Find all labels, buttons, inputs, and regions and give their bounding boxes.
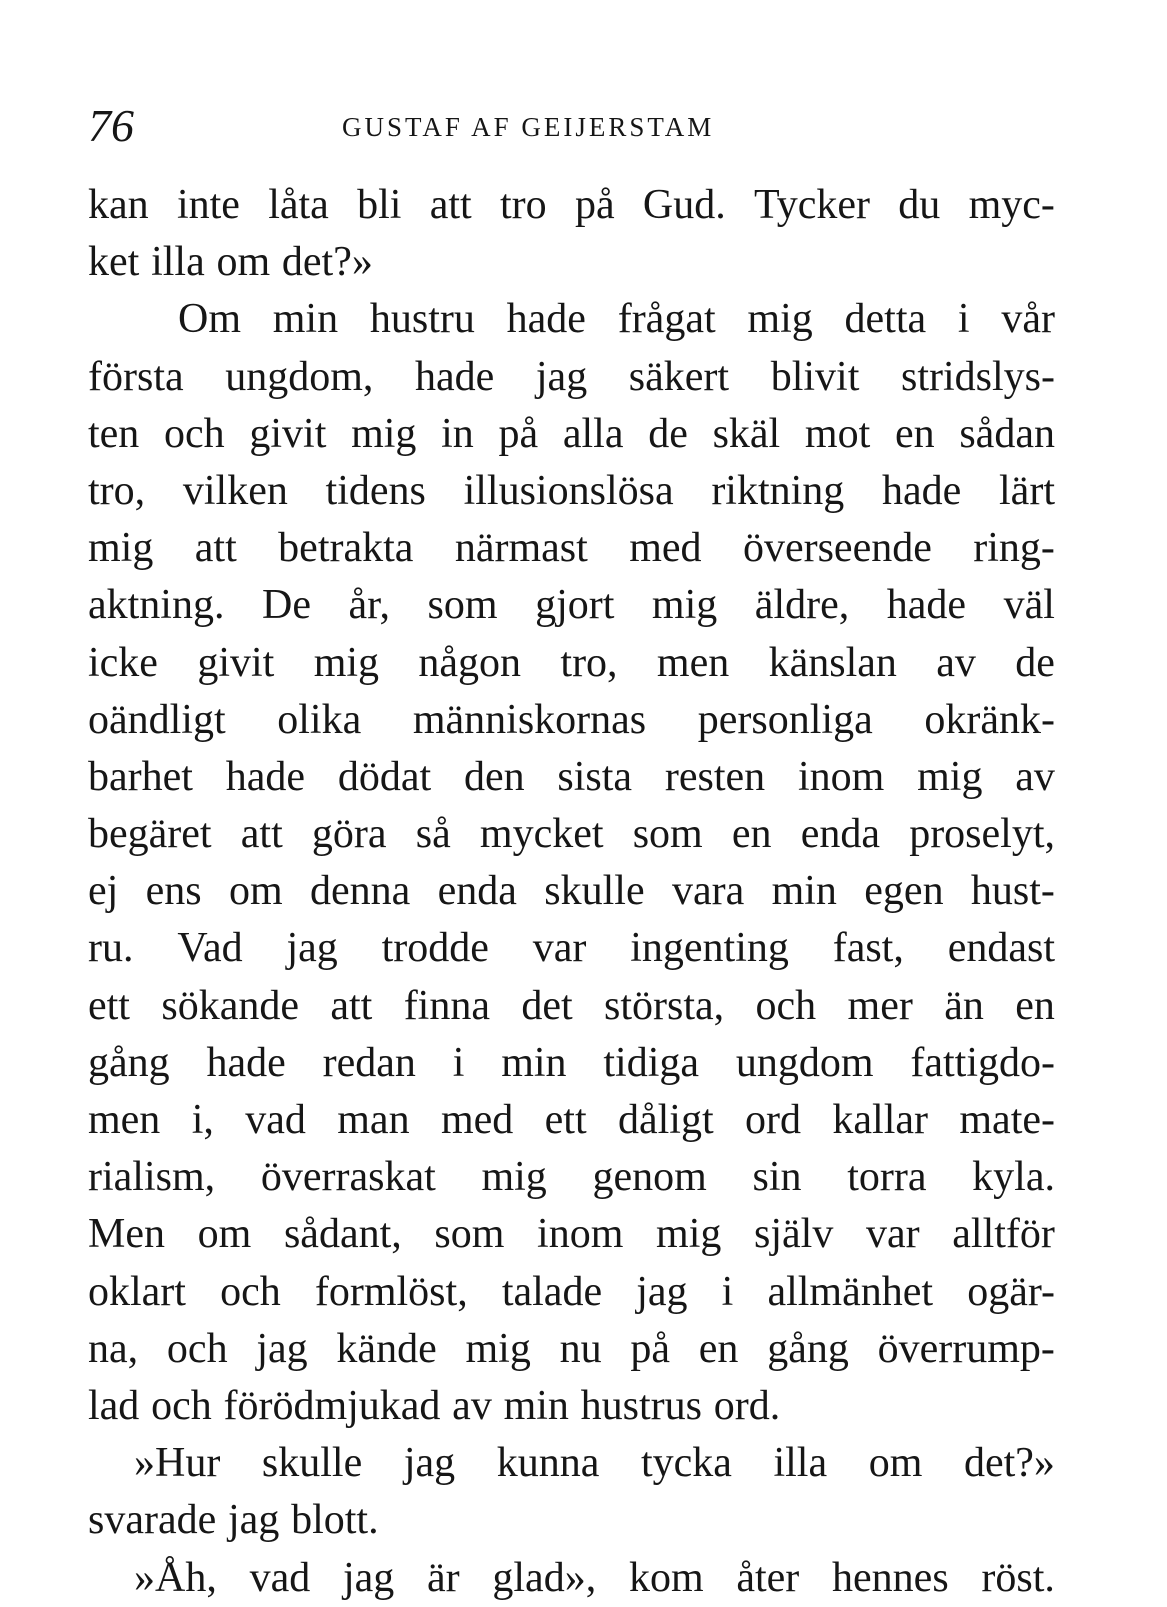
- text-line: men i, vad man med ett dåligt ord kallar mate-: [88, 1097, 1055, 1143]
- text-line: aktning. De år, som gjort mig äldre, hade väl: [88, 582, 1055, 629]
- text-line: oändligt olika människornas personliga okränk-: [88, 696, 1055, 743]
- text-line: »Åh, vad jag är glad», kom åter hennes röst.: [134, 1554, 1055, 1601]
- text-line: kan inte låta bli att tro på Gud. Tycker du myc-: [88, 182, 1055, 228]
- text-line: ru. Vad jag trodde var ingenting fast, endast: [88, 925, 1055, 972]
- text-line: icke givit mig någon tro, men känslan av de: [88, 639, 1055, 686]
- text-line: barhet hade dödat den sista resten inom mig av: [88, 753, 1055, 800]
- text-line: Men om sådant, som inom mig själv var alltför: [88, 1211, 1055, 1258]
- text-line: lad och förödmjukad av min hustrus ord.: [88, 1382, 781, 1429]
- text-line: ett sökande att finna det största, och mer än en: [88, 982, 1055, 1029]
- text-line: ej ens om denna enda skulle vara min egen hust-: [88, 868, 1055, 915]
- text-line: ket illa om det?»: [88, 239, 373, 286]
- text-line: ten och givit mig in på alla de skäl mot en sådan: [88, 410, 1055, 457]
- text-line: »Hur skulle jag kunna tycka illa om det?»: [134, 1440, 1055, 1487]
- text-line: Om min hustru hade frågat mig detta i vår: [178, 296, 1055, 343]
- text-line: mig att betrakta närmast med överseende ring-: [88, 525, 1055, 572]
- body-text: [88, 177, 1055, 1607]
- text-line: begäret att göra så mycket som en enda proselyt,: [88, 811, 1055, 858]
- running-head-title: GUSTAF AF GEIJERSTAM: [342, 112, 715, 142]
- text-line: oklart och formlöst, talade jag i allmänhet ogär-: [88, 1268, 1055, 1315]
- text-line: första ungdom, hade jag säkert blivit stridslys-: [88, 353, 1055, 400]
- text-line: rialism, överraskat mig genom sin torra kyla.: [88, 1154, 1055, 1201]
- text-line: na, och jag kände mig nu på en gång överrump-: [88, 1325, 1055, 1372]
- text-line: gång hade redan i min tidiga ungdom fattigdo-: [88, 1039, 1055, 1086]
- text-line: tro, vilken tidens illusionslösa riktning hade lärt: [88, 467, 1055, 514]
- running-head: [88, 96, 1048, 156]
- page-number: 76: [88, 100, 134, 151]
- text-line: svarade jag blott.: [88, 1497, 379, 1544]
